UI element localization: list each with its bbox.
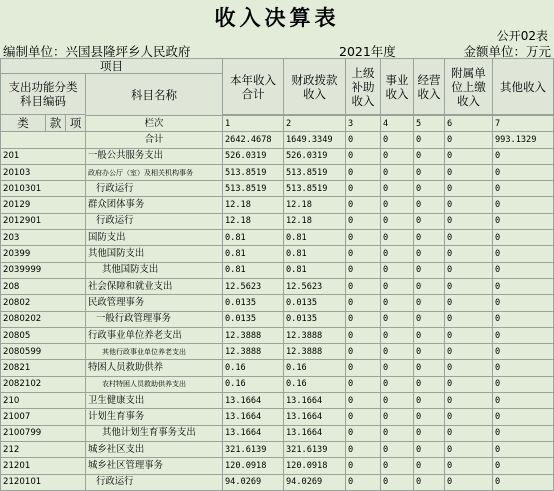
amount-cell: 0 <box>445 441 493 457</box>
subject-name: 行政运行 <box>86 213 223 229</box>
amount-cell: 0 <box>381 262 414 278</box>
table-row <box>1 295 554 311</box>
amount-cell: 0 <box>346 393 381 409</box>
amount-cell: 0.0135 <box>223 295 284 311</box>
page-title: 收入决算表 <box>214 5 340 30</box>
amount-cell: 0 <box>414 278 445 294</box>
amount-cell: 0 <box>493 164 554 180</box>
subject-name: 一般公共服务支出 <box>86 148 223 164</box>
amount-cell: 0 <box>346 311 381 327</box>
lanci-label: 栏次 <box>86 116 223 132</box>
amount-cell: 0 <box>493 441 554 457</box>
amount-cell: 12.3888 <box>284 327 346 343</box>
amount-cell: 0.16 <box>223 360 284 376</box>
amount-cell: 94.0269 <box>284 474 346 490</box>
amount-cell: 0 <box>346 344 381 360</box>
subject-name: 群众团体事务 <box>86 197 223 213</box>
amount-cell: 0 <box>381 441 414 457</box>
amount-cell: 13.1664 <box>223 425 284 441</box>
amount-cell: 0 <box>445 230 493 246</box>
income-table <box>0 58 554 491</box>
amount-cell: 0 <box>346 425 381 441</box>
amount-cell: 120.0918 <box>223 458 284 474</box>
amount-cell: 0 <box>445 311 493 327</box>
amount-cell: 0.81 <box>223 230 284 246</box>
amount-cell: 0 <box>445 246 493 262</box>
table-row <box>1 376 554 392</box>
amount-cell: 0 <box>381 148 414 164</box>
amount-cell: 0 <box>414 311 445 327</box>
header-business: 事业收入 <box>381 59 414 115</box>
table-row <box>1 344 554 360</box>
amount-cell: 0 <box>381 197 414 213</box>
amount-cell: 0 <box>493 409 554 425</box>
amount-cell: 0 <box>493 376 554 392</box>
function-code: 2100799 <box>1 425 86 441</box>
unit-label: 编制单位：兴国县隆坪乡人民政府 <box>3 44 191 59</box>
function-code: 2012901 <box>1 213 86 229</box>
amount-cell: 12.18 <box>284 197 346 213</box>
function-code: 20103 <box>1 164 86 180</box>
function-code: 210 <box>1 393 86 409</box>
function-code: 208 <box>1 278 86 294</box>
meta-row <box>3 42 551 58</box>
amount-cell: 0 <box>414 376 445 392</box>
amount-cell: 0 <box>381 474 414 490</box>
amount-cell: 13.1664 <box>223 409 284 425</box>
amount-cell: 0 <box>445 197 493 213</box>
amount-cell: 0 <box>346 327 381 343</box>
amount-cell: 0 <box>381 344 414 360</box>
header-total: 本年收入合计 <box>223 59 284 115</box>
table-row <box>1 246 554 262</box>
amount-cell: 12.18 <box>284 213 346 229</box>
amount-cell: 0 <box>414 295 445 311</box>
amount-cell: 0 <box>445 262 493 278</box>
amount-cell: 0 <box>445 344 493 360</box>
function-code: 2080599 <box>1 344 86 360</box>
amount-cell: 0 <box>381 181 414 197</box>
amount-cell: 513.8519 <box>223 181 284 197</box>
total-row <box>1 132 554 148</box>
header-xiang: 项 <box>66 115 86 132</box>
table-row <box>1 278 554 294</box>
function-code: 20129 <box>1 197 86 213</box>
col-number: 3 <box>346 116 381 132</box>
amount-cell: 0 <box>493 425 554 441</box>
function-code: 20821 <box>1 360 86 376</box>
subject-name: 社会保障和就业支出 <box>86 278 223 294</box>
amount-cell: 0 <box>445 360 493 376</box>
function-code: 2082102 <box>1 376 86 392</box>
amount-cell: 0 <box>381 425 414 441</box>
amount-cell: 0 <box>445 181 493 197</box>
amount-cell: 0 <box>493 181 554 197</box>
amount-cell: 0.16 <box>284 376 346 392</box>
amount-cell: 0 <box>381 409 414 425</box>
amount-cell: 513.8519 <box>284 164 346 180</box>
amount-cell: 513.8519 <box>223 164 284 180</box>
amount-cell: 0 <box>381 327 414 343</box>
amount-cell: 0.81 <box>223 246 284 262</box>
amount-cell: 0 <box>346 458 381 474</box>
header-subject-name: 科目名称 <box>86 74 223 116</box>
amount-cell: 12.5623 <box>284 278 346 294</box>
amount-cell: 0 <box>346 148 381 164</box>
amount-cell: 13.1664 <box>223 393 284 409</box>
subject-name: 其他计划生育事务支出 <box>86 425 223 441</box>
amount-cell: 0 <box>493 311 554 327</box>
amount-cell: 0 <box>493 393 554 409</box>
amount-cell: 13.1664 <box>284 393 346 409</box>
function-code: 2039999 <box>1 262 86 278</box>
col-number: 7 <box>493 116 554 132</box>
amount-cell: 0 <box>445 278 493 294</box>
amount-cell: 0 <box>445 425 493 441</box>
amount-cell: 0 <box>346 474 381 490</box>
amount-cell: 0 <box>381 360 414 376</box>
table-row <box>1 474 554 490</box>
subject-name: 计划生育事务 <box>86 409 223 425</box>
amount-cell: 0 <box>346 181 381 197</box>
amount-cell: 0 <box>346 376 381 392</box>
amount-cell: 0 <box>493 295 554 311</box>
subject-name: 特困人员救助供养 <box>86 360 223 376</box>
amount-cell: 0 <box>493 262 554 278</box>
function-code: 20802 <box>1 295 86 311</box>
subject-name: 城乡社区管理事务 <box>86 458 223 474</box>
amount-cell: 0 <box>346 360 381 376</box>
amount-cell: 0 <box>493 474 554 490</box>
subject-name: 国防支出 <box>86 230 223 246</box>
amount-cell: 12.3888 <box>284 344 346 360</box>
amount-cell: 0.16 <box>223 376 284 392</box>
function-code: 21201 <box>1 458 86 474</box>
table-row <box>1 327 554 343</box>
table-row <box>1 393 554 409</box>
amount-cell: 0 <box>381 295 414 311</box>
amount-cell: 0 <box>493 327 554 343</box>
header-affiliate: 附属单位上缴收入 <box>445 59 493 115</box>
header-row-1 <box>1 59 554 74</box>
subject-name: 一般行政管理事务 <box>86 311 223 327</box>
amount-cell: 0 <box>346 197 381 213</box>
amount-cell: 0 <box>414 458 445 474</box>
amount-cell: 0 <box>414 425 445 441</box>
amount-cell: 0 <box>414 474 445 490</box>
header-other: 其他收入 <box>493 59 554 115</box>
amount-cell: 0 <box>493 360 554 376</box>
header-lei: 类 <box>1 115 46 132</box>
amount-cell: 0 <box>414 327 445 343</box>
amount-cell: 120.0918 <box>284 458 346 474</box>
amount-cell: 0 <box>445 148 493 164</box>
amount-cell: 0 <box>414 441 445 457</box>
amount-cell: 0.0135 <box>223 311 284 327</box>
amount-cell: 0 <box>493 458 554 474</box>
table-row <box>1 409 554 425</box>
amount-cell: 0 <box>414 197 445 213</box>
table-row <box>1 425 554 441</box>
amount-cell: 0 <box>346 262 381 278</box>
amount-cell: 12.3888 <box>223 344 284 360</box>
amount-cell: 0.81 <box>284 230 346 246</box>
amount-cell: 526.0319 <box>223 148 284 164</box>
amount-cell: 321.6139 <box>223 441 284 457</box>
amount-cell: 0 <box>346 213 381 229</box>
header-item: 项目 <box>1 59 223 74</box>
col-number: 2 <box>284 116 346 132</box>
total-label: 合计 <box>86 132 223 148</box>
amount-cell: 0 <box>445 376 493 392</box>
year-label: 2021年度 <box>339 44 396 59</box>
subject-name: 民政管理事务 <box>86 295 223 311</box>
money-unit: 金额单位：万元 <box>463 44 551 59</box>
amount-cell: 321.6139 <box>284 441 346 457</box>
table-row <box>1 148 554 164</box>
amount-cell: 12.3888 <box>223 327 284 343</box>
header-fiscal: 财政拨款收入 <box>284 59 346 115</box>
table-row <box>1 360 554 376</box>
amount-cell: 12.18 <box>223 197 284 213</box>
function-code: 212 <box>1 441 86 457</box>
amount-cell: 0 <box>346 409 381 425</box>
total-value: 0 <box>346 132 381 148</box>
total-value: 993.1329 <box>493 132 554 148</box>
amount-cell: 0 <box>493 278 554 294</box>
table-row <box>1 441 554 457</box>
amount-cell: 0 <box>445 474 493 490</box>
amount-cell: 0.81 <box>284 262 346 278</box>
amount-cell: 0 <box>445 295 493 311</box>
amount-cell: 0.0135 <box>284 311 346 327</box>
amount-cell: 13.1664 <box>284 425 346 441</box>
amount-cell: 94.0269 <box>223 474 284 490</box>
amount-cell: 13.1664 <box>284 409 346 425</box>
function-code: 2120101 <box>1 474 86 490</box>
amount-cell: 0 <box>414 409 445 425</box>
amount-cell: 0 <box>346 230 381 246</box>
subject-name: 农村特困人员救助供养支出 <box>86 376 223 392</box>
amount-cell: 0 <box>414 344 445 360</box>
amount-cell: 0 <box>414 230 445 246</box>
table-row <box>1 197 554 213</box>
amount-cell: 0 <box>414 213 445 229</box>
amount-cell: 0 <box>381 393 414 409</box>
amount-cell: 0 <box>414 262 445 278</box>
total-value: 0 <box>445 132 493 148</box>
amount-cell: 0 <box>346 246 381 262</box>
table-row <box>1 230 554 246</box>
amount-cell: 526.0319 <box>284 148 346 164</box>
amount-cell: 12.18 <box>223 213 284 229</box>
subject-name: 政府办公厅（室）及相关机构事务 <box>86 164 223 180</box>
subject-name: 行政运行 <box>86 181 223 197</box>
table-row <box>1 213 554 229</box>
table-row <box>1 311 554 327</box>
function-code: 203 <box>1 230 86 246</box>
amount-cell: 0 <box>445 327 493 343</box>
amount-cell: 0 <box>414 148 445 164</box>
amount-cell: 513.8519 <box>284 181 346 197</box>
function-code: 20399 <box>1 246 86 262</box>
amount-cell: 0 <box>414 246 445 262</box>
subject-name: 城乡社区支出 <box>86 441 223 457</box>
header-kuan: 款 <box>46 115 66 132</box>
amount-cell: 0.81 <box>284 246 346 262</box>
subject-name: 卫生健康支出 <box>86 393 223 409</box>
function-code: 2010301 <box>1 181 86 197</box>
col-number: 5 <box>414 116 445 132</box>
subject-name: 行政事业单位养老支出 <box>86 327 223 343</box>
amount-cell: 0 <box>346 441 381 457</box>
amount-cell: 0 <box>346 295 381 311</box>
header-operating: 经营收入 <box>414 59 445 115</box>
amount-cell: 0 <box>414 181 445 197</box>
amount-cell: 0 <box>414 164 445 180</box>
amount-cell: 0 <box>493 148 554 164</box>
function-code: 2080202 <box>1 311 86 327</box>
amount-cell: 0 <box>381 246 414 262</box>
subject-name: 其他国防支出 <box>86 246 223 262</box>
amount-cell: 0 <box>381 164 414 180</box>
amount-cell: 0 <box>346 164 381 180</box>
amount-cell: 0 <box>445 393 493 409</box>
amount-cell: 0 <box>445 213 493 229</box>
amount-cell: 0 <box>493 213 554 229</box>
total-value: 1649.3349 <box>284 132 346 148</box>
amount-cell: 0.81 <box>223 262 284 278</box>
amount-cell: 0 <box>493 246 554 262</box>
table-row <box>1 458 554 474</box>
subject-name: 其他行政事业单位养老支出 <box>86 344 223 360</box>
total-value: 0 <box>381 132 414 148</box>
amount-cell: 0 <box>445 164 493 180</box>
amount-cell: 0.0135 <box>284 295 346 311</box>
function-code: 20805 <box>1 327 86 343</box>
amount-cell: 0 <box>493 230 554 246</box>
amount-cell: 0 <box>381 230 414 246</box>
subject-name: 行政运行 <box>86 474 223 490</box>
col-number: 4 <box>381 116 414 132</box>
total-value: 2642.4678 <box>223 132 284 148</box>
function-code: 21007 <box>1 409 86 425</box>
amount-cell: 0 <box>346 278 381 294</box>
function-code: 201 <box>1 148 86 164</box>
table-row <box>1 262 554 278</box>
header-func-code: 支出功能分类科目编码 <box>1 74 86 115</box>
amount-cell: 0 <box>381 376 414 392</box>
amount-cell: 0 <box>493 197 554 213</box>
amount-cell: 0 <box>414 360 445 376</box>
amount-cell: 12.5623 <box>223 278 284 294</box>
amount-cell: 0 <box>493 344 554 360</box>
table-row <box>1 181 554 197</box>
header-subsidy: 上级补助收入 <box>346 59 381 115</box>
form-number: 公开02表 <box>496 29 548 43</box>
amount-cell: 0 <box>414 393 445 409</box>
amount-cell: 0 <box>381 213 414 229</box>
subject-name: 其他国防支出 <box>86 262 223 278</box>
col-number: 6 <box>445 116 493 132</box>
total-value: 0 <box>414 132 445 148</box>
amount-cell: 0 <box>381 458 414 474</box>
amount-cell: 0.16 <box>284 360 346 376</box>
amount-cell: 0 <box>445 458 493 474</box>
table-row <box>1 164 554 180</box>
amount-cell: 0 <box>445 409 493 425</box>
amount-cell: 0 <box>381 311 414 327</box>
col-number: 1 <box>223 116 284 132</box>
amount-cell: 0 <box>381 278 414 294</box>
